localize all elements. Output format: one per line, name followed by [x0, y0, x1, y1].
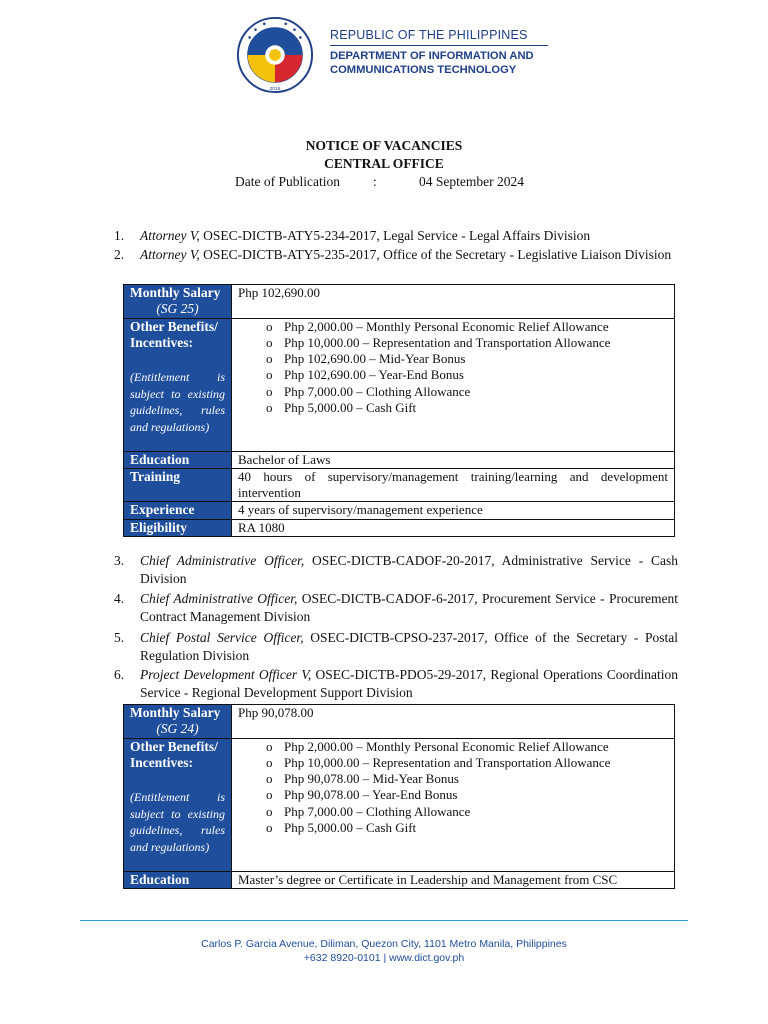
salary-value: Php 102,690.00 [232, 285, 675, 319]
benefit-item: o Php 90,078.00 – Year-End Bonus [266, 787, 668, 803]
education-value: Bachelor of Laws [232, 451, 675, 468]
benefit-item: o Php 2,000.00 – Monthly Personal Economic Relief Allowance [266, 739, 668, 755]
position-details: OSEC-DICTB-ATY5-234-2017, Legal Service - Legal Affairs Division [199, 228, 591, 243]
benefit-item: o Php 10,000.00 – Representation and Transportation Allowance [266, 755, 668, 771]
date-value: 04 September 2024 [419, 174, 524, 189]
benefit-item: o Php 10,000.00 – Representation and Transportation Allowance [266, 335, 668, 351]
salary-label: Monthly Salary [130, 285, 221, 300]
position-details: OSEC-DICTB-CADOF-20-2017, Administrative Service - Cash Division [140, 553, 678, 586]
benefit-item: o Php 2,000.00 – Monthly Personal Economic Relief Allowance [266, 319, 668, 335]
agency-header [330, 28, 550, 77]
republic-label: REPUBLIC OF THE PHILIPPINES [330, 28, 528, 42]
position-title: Chief Administrative Officer, [140, 591, 298, 606]
vacancy-item [114, 629, 678, 665]
salary-value: Php 90,078.00 [232, 705, 675, 739]
eligibility-label: Eligibility [124, 519, 232, 536]
training-row [124, 468, 675, 502]
salary-row [124, 705, 675, 739]
salary-label: Monthly Salary [130, 705, 221, 720]
vacancy-item [114, 227, 678, 245]
item-number: 5. [114, 630, 125, 645]
position-details: OSEC-DICTB-CADOF-6-2017, Procurement Service - Procurement Contract Management Division [140, 591, 678, 624]
benefits-list [238, 739, 668, 837]
benefit-item: o Php 90,078.00 – Mid-Year Bonus [266, 771, 668, 787]
eligibility-value: RA 1080 [232, 519, 675, 536]
position-title: Project Development Officer V, [140, 667, 312, 682]
footer-divider [80, 920, 688, 921]
training-value: 40 hours of supervisory/management training/learning and development intervention [232, 468, 675, 502]
item-number: 4. [114, 591, 125, 606]
position-title: Chief Administrative Officer, [140, 553, 305, 568]
position-details: OSEC-DICTB-CPSO-237-2017, Office of the Secretary - Postal Regulation Division [140, 630, 679, 663]
footer-contact: +632 8920-0101 | www.dict.gov.ph [303, 952, 465, 964]
experience-label: Experience [124, 502, 232, 519]
education-label: Education [124, 451, 232, 468]
benefit-item: o Php 7,000.00 – Clothing Allowance [266, 384, 668, 400]
benefits-label: Other Benefits/ Incentives: [130, 318, 218, 350]
header-divider [330, 45, 548, 46]
salary-grade: (SG 24) [156, 721, 199, 737]
publication-date [235, 174, 524, 190]
qualification-table-1 [123, 284, 675, 537]
item-number: 1. [114, 228, 125, 243]
benefits-list [238, 319, 668, 417]
seal-year: 2016 [269, 87, 281, 93]
education-row [124, 451, 675, 468]
benefits-row [124, 318, 675, 451]
benefit-item: o Php 7,000.00 – Clothing Allowance [266, 804, 668, 820]
footer-address: Carlos P. Garcia Avenue, Diliman, Quezon City, 1101 Metro Manila, Philippines [201, 938, 567, 950]
benefit-item: o Php 5,000.00 – Cash Gift [266, 400, 668, 416]
vacancy-item [114, 590, 678, 626]
eligibility-row [124, 519, 675, 536]
date-separator: : [373, 174, 377, 189]
position-title: Chief Postal Service Officer, [140, 630, 304, 645]
position-details: OSEC-DICTB-ATY5-235-2017, Office of the Secretary - Legislative Liaison Division [199, 247, 672, 262]
position-details: OSEC-DICTB-PDO5-29-2017, Regional Operations Coordination Service - Regional Development Support Division [140, 667, 678, 700]
notice-title: NOTICE OF VACANCIES [305, 138, 463, 153]
vacancy-item [114, 552, 678, 588]
department-name-line2: COMMUNICATIONS TECHNOLOGY [330, 63, 517, 76]
benefits-row [124, 738, 675, 871]
salary-row [124, 285, 675, 319]
education-row [124, 871, 675, 888]
date-label: Date of Publication [235, 174, 340, 189]
training-label: Training [124, 468, 232, 502]
department-name-line1: DEPARTMENT OF INFORMATION AND [330, 50, 534, 62]
vacancy-item [114, 666, 678, 702]
benefit-item: o Php 102,690.00 – Year-End Bonus [266, 367, 668, 383]
item-number: 2. [114, 247, 125, 262]
position-title: Attorney V, [140, 247, 200, 262]
entitlement-note: (Entitlement is subject to existing guidelines, rules and regulations) [130, 790, 225, 854]
vacancy-item [114, 246, 678, 264]
entitlement-note: (Entitlement is subject to existing guidelines, rules and regulations) [130, 370, 225, 434]
item-number: 6. [114, 667, 125, 682]
experience-row [124, 502, 675, 519]
experience-value: 4 years of supervisory/management experience [232, 502, 675, 519]
education-value: Master’s degree or Certificate in Leadership and Management from CSC [232, 871, 675, 888]
salary-grade: (SG 25) [156, 301, 199, 317]
benefit-item: o Php 102,690.00 – Mid-Year Bonus [266, 351, 668, 367]
benefits-label: Other Benefits/ Incentives: [130, 738, 218, 770]
office-subtitle: CENTRAL OFFICE [324, 156, 444, 171]
position-title: Attorney V, [140, 228, 200, 243]
benefit-item: o Php 5,000.00 – Cash Gift [266, 820, 668, 836]
item-number: 3. [114, 553, 125, 568]
dict-seal-logo [236, 16, 314, 94]
education-label: Education [124, 871, 232, 888]
qualification-table-2 [123, 704, 675, 889]
